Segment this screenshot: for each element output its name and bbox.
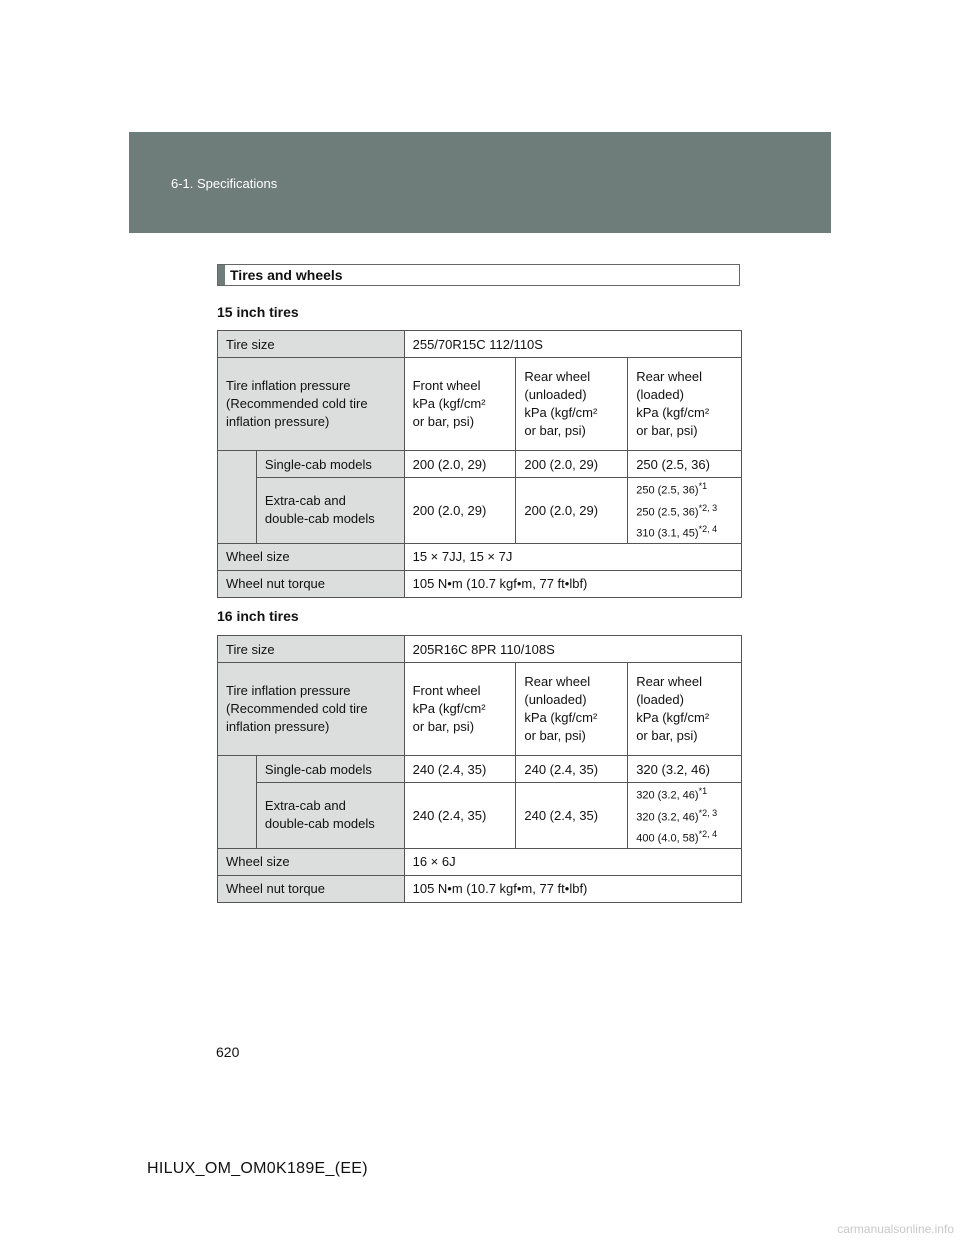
extra-rear-loaded-line: 320 (3.2, 46)$^{*2, 3}$ bbox=[636, 807, 718, 824]
section-title-marker bbox=[218, 265, 225, 285]
table-row bbox=[218, 570, 742, 597]
col-rear-unloaded-header: Rear wheel (unloaded) kPa (kgf/cm² or bar, psi) bbox=[516, 358, 628, 451]
torque-label: Wheel nut torque bbox=[218, 570, 405, 597]
wheel-size-label: Wheel size bbox=[218, 543, 405, 570]
extra-rear-unloaded: 240 (2.4, 35) bbox=[516, 783, 628, 849]
extra-rear-loaded-line: 320 (3.2, 46)$^{*1}$ bbox=[636, 786, 708, 802]
document-code: HILUX_OM_OM0K189E_(EE) bbox=[147, 1160, 368, 1177]
table-row bbox=[218, 875, 742, 902]
col-front-header: Front wheel kPa (kgf/cm² or bar, psi) bbox=[404, 663, 516, 756]
table-row bbox=[218, 848, 742, 875]
watermark: carmanualsonline.info bbox=[837, 1222, 954, 1236]
extra-cab-label: Extra-cab and double-cab models bbox=[256, 478, 404, 544]
tire-size-label: Tire size bbox=[218, 636, 405, 663]
extra-front: 200 (2.0, 29) bbox=[404, 478, 516, 544]
spec-table-16-inch bbox=[217, 635, 742, 903]
wheel-size-value: 15 × 7JJ, 15 × 7J bbox=[404, 543, 741, 570]
tire-size-value: 205R16C 8PR 110/108S bbox=[404, 636, 741, 663]
wheel-size-value: 16 × 6J bbox=[404, 848, 741, 875]
tire-size-label: Tire size bbox=[218, 331, 405, 358]
indent-cell bbox=[218, 756, 257, 849]
table-row bbox=[218, 756, 742, 783]
pressure-label: Tire inflation pressure (Recommended cold tire inflation pressure) bbox=[218, 663, 405, 756]
single-rear-unloaded: 240 (2.4, 35) bbox=[516, 756, 628, 783]
pressure-label: Tire inflation pressure (Recommended cold tire inflation pressure) bbox=[218, 358, 405, 451]
col-rear-loaded-header: Rear wheel (loaded) kPa (kgf/cm² or bar, psi) bbox=[628, 358, 742, 451]
col-rear-loaded-header: Rear wheel (loaded) kPa (kgf/cm² or bar, psi) bbox=[628, 663, 742, 756]
wheel-size-label: Wheel size bbox=[218, 848, 405, 875]
extra-rear-loaded bbox=[628, 478, 742, 544]
table-row bbox=[218, 636, 742, 663]
table-row bbox=[218, 451, 742, 478]
col-front-header: Front wheel kPa (kgf/cm² or bar, psi) bbox=[404, 358, 516, 451]
single-front: 200 (2.0, 29) bbox=[404, 451, 516, 478]
torque-label: Wheel nut torque bbox=[218, 875, 405, 902]
table-row bbox=[218, 543, 742, 570]
extra-rear-loaded-line: 310 (3.1, 45)$^{*2, 4}$ bbox=[636, 524, 718, 540]
section-title-box bbox=[217, 264, 740, 286]
tire-size-value: 255/70R15C 112/110S bbox=[404, 331, 741, 358]
extra-rear-loaded-line: 250 (2.5, 36)$^{*1}$ bbox=[636, 481, 708, 497]
subtitle-15-inch: 15 inch tires bbox=[217, 304, 299, 320]
section-title: Tires and wheels bbox=[230, 267, 343, 283]
single-rear-loaded: 320 (3.2, 46) bbox=[628, 756, 742, 783]
extra-cab-label: Extra-cab and double-cab models bbox=[256, 783, 404, 849]
single-front: 240 (2.4, 35) bbox=[404, 756, 516, 783]
page-number: 620 bbox=[216, 1044, 240, 1060]
spec-table-15-inch bbox=[217, 330, 742, 598]
extra-rear-loaded-line: 400 (4.0, 58)$^{*2, 4}$ bbox=[636, 829, 718, 845]
header-band bbox=[129, 132, 831, 233]
table-row bbox=[218, 783, 742, 849]
single-cab-label: Single-cab models bbox=[256, 756, 404, 783]
table-row bbox=[218, 478, 742, 544]
subtitle-16-inch: 16 inch tires bbox=[217, 608, 299, 624]
table-row bbox=[218, 358, 742, 451]
single-cab-label: Single-cab models bbox=[256, 451, 404, 478]
single-rear-loaded: 250 (2.5, 36) bbox=[628, 451, 742, 478]
col-rear-unloaded-header: Rear wheel (unloaded) kPa (kgf/cm² or bar, psi) bbox=[516, 663, 628, 756]
extra-front: 240 (2.4, 35) bbox=[404, 783, 516, 849]
extra-rear-loaded-line: 250 (2.5, 36)$^{*2, 3}$ bbox=[636, 502, 718, 519]
single-rear-unloaded: 200 (2.0, 29) bbox=[516, 451, 628, 478]
table-row bbox=[218, 663, 742, 756]
extra-rear-loaded bbox=[628, 783, 742, 849]
extra-rear-unloaded: 200 (2.0, 29) bbox=[516, 478, 628, 544]
torque-value: 105 N•m (10.7 kgf•m, 77 ft•lbf) bbox=[404, 875, 741, 902]
torque-value: 105 N•m (10.7 kgf•m, 77 ft•lbf) bbox=[404, 570, 741, 597]
table-row bbox=[218, 331, 742, 358]
indent-cell bbox=[218, 451, 257, 544]
section-breadcrumb: 6-1. Specifications bbox=[171, 176, 278, 191]
